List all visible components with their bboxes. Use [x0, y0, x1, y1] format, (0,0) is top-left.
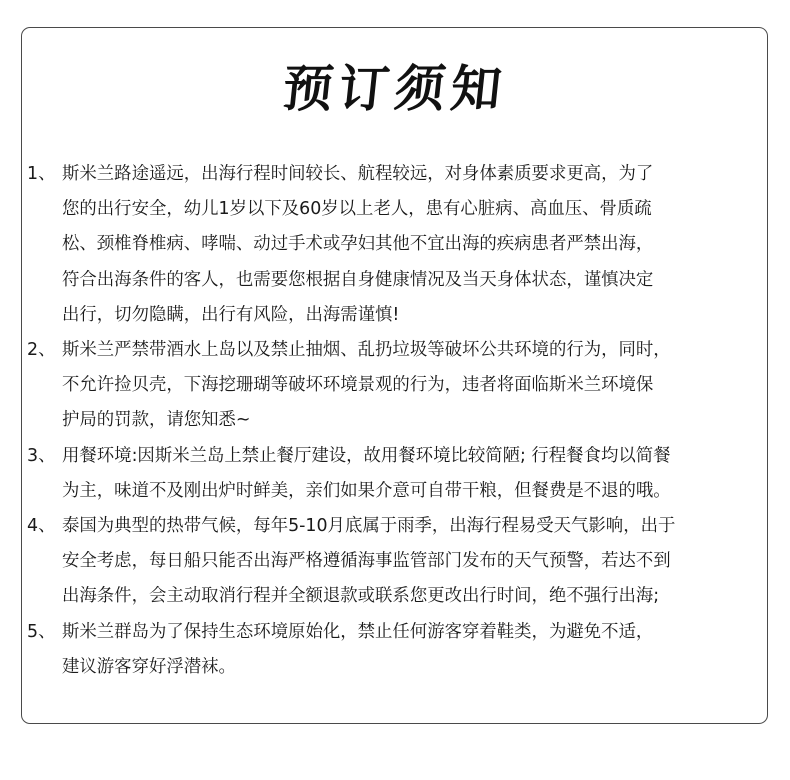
page-title: 预订须知 [279, 60, 511, 118]
item-number: 2、 [27, 340, 56, 361]
item-line: 斯米兰路途遥远，出海行程时间较长、航程较远，对身体素质要求更高，为了 [62, 164, 654, 184]
item-number: 4、 [27, 516, 56, 537]
list-item [27, 333, 761, 439]
item-line: 安全考虑，每日船只能否出海严格遵循海事监管部门发布的天气预警，若达不到 [62, 551, 671, 572]
item-number: 3、 [27, 445, 56, 466]
list-item [27, 509, 761, 615]
item-line: 用餐环境:因斯米兰岛上禁止餐厅建设，故用餐环境比较简陋; 行程餐食均以简餐 [62, 445, 671, 466]
item-number: 5、 [27, 621, 56, 642]
item-line: 不允许捡贝壳，下海挖珊瑚等破坏环境景观的行为，违者将面临斯米兰环境保 [62, 375, 654, 396]
item-line: 斯米兰严禁带酒水上岛以及禁止抽烟、乱扔垃圾等破坏公共环境的行为，同时， [62, 340, 671, 361]
item-line: 为主，味道不及刚出炉时鲜美，亲们如果介意可自带干粮，但餐费是不退的哦。 [62, 480, 671, 501]
item-line: 建议游客穿好浮潜袜。 [62, 656, 236, 677]
list-item [27, 157, 761, 333]
item-line: 符合出海条件的客人，也需要您根据自身健康情况及当天身体状态，谨慎决定 [62, 269, 654, 290]
list-item [27, 615, 761, 685]
item-line: 斯米兰群岛为了保持生态环境原始化，禁止任何游客穿着鞋类，为避免不适， [62, 621, 654, 642]
item-number: 1、 [27, 164, 56, 184]
item-line: 松、颈椎脊椎病、哮喘、动过手术或孕妇其他不宜出海的疾病患者严禁出海， [62, 234, 654, 255]
list-item [27, 439, 761, 509]
item-line: 出行，切勿隐瞒，出行有风险，出海需谨慎! [62, 304, 400, 325]
item-line: 您的出行安全，幼儿1岁以下及60岁以上老人，患有心脏病、高血压、骨质疏 [62, 199, 652, 220]
item-line: 泰国为典型的热带气候，每年5-10月底属于雨季，出海行程易受天气影响，出于 [62, 516, 676, 537]
notice-list [27, 157, 761, 685]
item-line: 护局的罚款，请您知悉~ [62, 410, 251, 431]
item-line: 出海条件，会主动取消行程并全额退款或联系您更改出行时间，绝不强行出海; [62, 586, 660, 607]
